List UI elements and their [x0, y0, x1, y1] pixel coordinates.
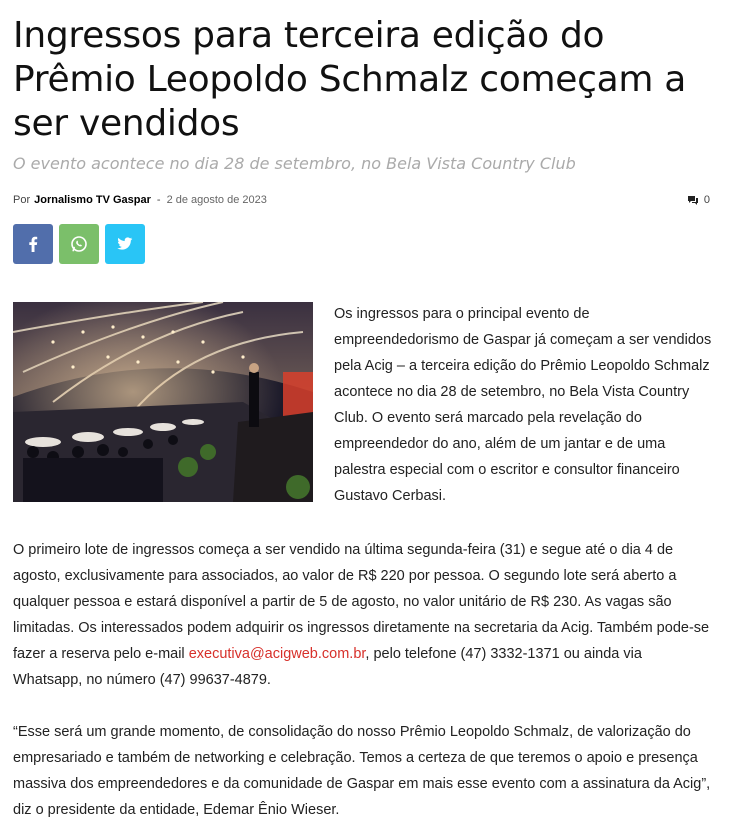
paragraph-2-text-end: , pelo telefone (47) 3332-1371 ou ainda via Whatsapp, no número (47) 99637-4879.: [13, 646, 642, 688]
comments-icon: [687, 195, 699, 205]
article-photo: [13, 302, 313, 502]
share-buttons: [13, 224, 145, 264]
email-link[interactable]: executiva@acigweb.com.br: [188, 646, 366, 662]
article-subtitle: O evento acontece no dia 28 de setembro, no Bela Vista Country Club: [13, 154, 576, 173]
whatsapp-share-button[interactable]: [59, 224, 99, 264]
publish-date: 2 de agosto de 2023: [166, 194, 267, 206]
meta-separator: -: [156, 194, 161, 206]
paragraph-2-text: O primeiro lote de ingressos começa a ser vendido na última segunda-feira (31) e segue até o dia 4 de agosto, exclusivamente para associados, ao valor de R$ 220 por pessoa. O segundo lote será aberto a qualquer pessoa e estará disponível a partir de 5 de agosto, no valor unitário de R$ 230. As vagas são limitadas. Os interessados podem adquirir os ingressos diretamente na secretaria da Acig. Também pode-se fazer a reserva pelo e-mail: [13, 542, 710, 662]
article-paragraph-2: [13, 537, 713, 693]
facebook-icon: [28, 236, 38, 252]
article-title: Ingressos para terceira edição do Prêmio Leopoldo Schmalz começam a ser vendidos: [13, 15, 687, 144]
twitter-icon: [117, 237, 133, 251]
facebook-share-button[interactable]: [13, 224, 53, 264]
article-intro: Os ingressos para o principal evento de empreendedorismo de Gaspar já começam a ser vendidos pela Acig – a terceira edição do Prêmio Leopoldo Schmalz acontece no dia 28 de setembro, no Bela Vista Country Club. O evento será marcado pela revelação do empreendedor do ano, além de um jantar e de uma palestra especial com o escritor e consultor financeiro Gustavo Cerbasi.: [334, 306, 712, 504]
comments-count: 0: [703, 194, 710, 206]
event-photo-illustration: [13, 302, 313, 502]
comments-link[interactable]: [687, 194, 710, 206]
twitter-share-button[interactable]: [105, 224, 145, 264]
article-paragraph-3: “Esse será um grande momento, de consolidação do nosso Prêmio Leopoldo Schmalz, de valorização do empresariado e também de networking e celebração. Temos a certeza de que teremos o apoio e presença massiva dos empreendedores e da comunidade de Gaspar em mais esse evento com a assinatura da Acig”, diz o presidente da entidade, Edemar Ênio Wieser.: [13, 724, 711, 818]
whatsapp-icon: [70, 235, 88, 253]
author-link[interactable]: Jornalismo TV Gaspar: [34, 194, 151, 206]
article-meta: [13, 192, 710, 208]
by-label: Por: [13, 194, 31, 206]
